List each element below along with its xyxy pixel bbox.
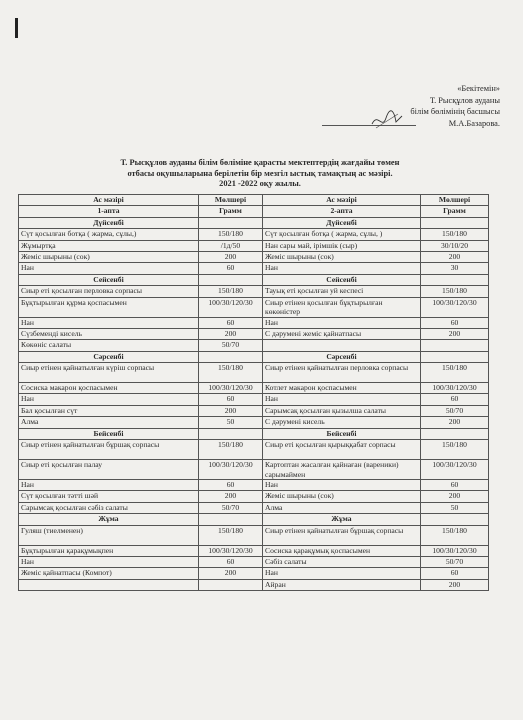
table-row bbox=[19, 251, 489, 262]
dish-right: Нан bbox=[263, 394, 421, 405]
amount-left: 200 bbox=[199, 328, 263, 339]
dish-left: Сүт қосылған ботқа ( жарма, сұлы,) bbox=[19, 229, 199, 240]
dish-right: Сүт қосылған ботқа ( жарма, сұлы, ) bbox=[263, 229, 421, 240]
amount-left: 50 bbox=[199, 417, 263, 428]
amount-left: 200 bbox=[199, 491, 263, 502]
header-amount-right: Мөлшері bbox=[421, 195, 489, 206]
amount-right: 100/30/120/30 bbox=[421, 545, 489, 556]
amount-right: 150/180 bbox=[421, 440, 489, 460]
dish-left: Жеміс қайнатпасы (Компот) bbox=[19, 568, 199, 579]
amount-left: /1д/50 bbox=[199, 240, 263, 251]
dish-left: Сиыр еті қосылған перловка сорпасы bbox=[19, 286, 199, 297]
amount-right: 60 bbox=[421, 394, 489, 405]
dish-right: Сиыр етінен қайнатылған перловка сорпасы bbox=[263, 363, 421, 383]
day-label-left: Жұма bbox=[19, 514, 199, 525]
dish-right: Нан bbox=[263, 568, 421, 579]
amount-right: 30 bbox=[421, 263, 489, 274]
title-line-2: отбасы оқушыларына берілетін бір мезгіл ыстық тамақтың ас мәзірі. bbox=[127, 168, 393, 178]
dish-left: Жеміс шырыны (сок) bbox=[19, 251, 199, 262]
table-row bbox=[19, 297, 489, 317]
amount-left: 150/180 bbox=[199, 286, 263, 297]
day-row-tuesday bbox=[19, 274, 489, 285]
header-menu-left: Ас мәзірі bbox=[19, 195, 199, 206]
dish-left: Сосиска макарон қоспасымен bbox=[19, 383, 199, 394]
table-row bbox=[19, 340, 489, 351]
header-menu-right: Ас мәзірі bbox=[263, 195, 421, 206]
table-row bbox=[19, 440, 489, 460]
dish-right: Нан bbox=[263, 263, 421, 274]
dish-left: Нан bbox=[19, 480, 199, 491]
amount-right: 60 bbox=[421, 480, 489, 491]
dish-right: Картоптан жасалған қайнаған (вареники) сарымаймен bbox=[263, 460, 421, 480]
day-amount-left-empty bbox=[199, 428, 263, 439]
amount-left: 200 bbox=[199, 405, 263, 416]
amount-left: 50/70 bbox=[199, 502, 263, 513]
dish-right: Сарымсақ қосылған қызылша салаты bbox=[263, 405, 421, 416]
approval-line-2: Т. Рысқұлов ауданы bbox=[429, 95, 500, 105]
day-row-wednesday bbox=[19, 351, 489, 362]
amount-right: 150/180 bbox=[421, 286, 489, 297]
amount-left: 200 bbox=[199, 251, 263, 262]
day-amount-right-empty bbox=[421, 351, 489, 362]
document-title bbox=[60, 158, 460, 190]
amount-left: 150/180 bbox=[199, 229, 263, 240]
dish-right: Сиыр етінен қайнатылған бұршақ сорпасы bbox=[263, 525, 421, 545]
approval-line-4: М.А.Базарова. bbox=[448, 118, 500, 128]
amount-right: 60 bbox=[421, 568, 489, 579]
dish-left: Гуляш (тиелменен) bbox=[19, 525, 199, 545]
dish-right: С дәрумені жеміс қайнатпасы bbox=[263, 328, 421, 339]
amount-right: 150/180 bbox=[421, 229, 489, 240]
header-amount-left: Мөлшері bbox=[199, 195, 263, 206]
dish-left: Сиыр еті қосылған палау bbox=[19, 460, 199, 480]
dish-right: Алма bbox=[263, 502, 421, 513]
dish-left: Сарымсақ қосылған сәбіз салаты bbox=[19, 502, 199, 513]
amount-left: 100/30/120/30 bbox=[199, 545, 263, 556]
day-label-right: Дүйсенбі bbox=[263, 217, 421, 228]
amount-right: 30/10/20 bbox=[421, 240, 489, 251]
dish-left: Нан bbox=[19, 317, 199, 328]
amount-right: 200 bbox=[421, 328, 489, 339]
amount-left: 150/180 bbox=[199, 525, 263, 545]
day-label-right: Сәрсенбі bbox=[263, 351, 421, 362]
dish-left: Бұқтырылған құрма қоспасымен bbox=[19, 297, 199, 317]
amount-right: 200 bbox=[421, 251, 489, 262]
amount-left: 200 bbox=[199, 568, 263, 579]
amount-left: 100/30/120/30 bbox=[199, 297, 263, 317]
dish-left: Нан bbox=[19, 556, 199, 567]
dish-right: Нан bbox=[263, 317, 421, 328]
table-row bbox=[19, 480, 489, 491]
scan-edge-mark bbox=[15, 18, 18, 38]
amount-right: 100/30/120/30 bbox=[421, 383, 489, 394]
day-amount-left-empty bbox=[199, 217, 263, 228]
handwritten-signature bbox=[370, 108, 404, 132]
unit-right: Грамм bbox=[421, 206, 489, 217]
dish-right: Нан bbox=[263, 480, 421, 491]
table-row bbox=[19, 394, 489, 405]
amount-left: 60 bbox=[199, 394, 263, 405]
table-row bbox=[19, 417, 489, 428]
day-label-right: Сейсенбі bbox=[263, 274, 421, 285]
dish-left: Сиыр етінен қайнатылған бұршақ сорпасы bbox=[19, 440, 199, 460]
table-row bbox=[19, 363, 489, 383]
amount-left bbox=[199, 579, 263, 590]
day-label-left: Дүйсенбі bbox=[19, 217, 199, 228]
day-amount-right-empty bbox=[421, 514, 489, 525]
amount-left: 60 bbox=[199, 556, 263, 567]
dish-left: Көкөніс салаты bbox=[19, 340, 199, 351]
header-row bbox=[19, 195, 489, 206]
amount-right: 50/70 bbox=[421, 556, 489, 567]
dish-right: Жеміс шырыны (сок) bbox=[263, 491, 421, 502]
amount-left: 50/70 bbox=[199, 340, 263, 351]
day-amount-left-empty bbox=[199, 351, 263, 362]
day-label-left: Сейсенбі bbox=[19, 274, 199, 285]
dish-right: Сиыр еті қосылған қырыққабат сорпасы bbox=[263, 440, 421, 460]
dish-right bbox=[263, 340, 421, 351]
amount-right: 200 bbox=[421, 417, 489, 428]
day-label-right: Бейсенбі bbox=[263, 428, 421, 439]
amount-right: 150/180 bbox=[421, 363, 489, 383]
table-row bbox=[19, 263, 489, 274]
approval-line-3: білім бөлімінің басшысы bbox=[410, 107, 500, 116]
table-row bbox=[19, 545, 489, 556]
amount-right bbox=[421, 340, 489, 351]
table-row bbox=[19, 405, 489, 416]
table-row bbox=[19, 383, 489, 394]
table-row bbox=[19, 460, 489, 480]
amount-left: 100/30/120/30 bbox=[199, 460, 263, 480]
dish-left: Нан bbox=[19, 394, 199, 405]
table-row bbox=[19, 286, 489, 297]
dish-right: Сосиска қарақұмық қоспасымен bbox=[263, 545, 421, 556]
table-row bbox=[19, 568, 489, 579]
dish-right: Жеміс шырыны (сок) bbox=[263, 251, 421, 262]
menu-table bbox=[18, 194, 489, 591]
amount-left: 100/30/120/30 bbox=[199, 383, 263, 394]
amount-left: 150/180 bbox=[199, 363, 263, 383]
dish-right: Айран bbox=[263, 579, 421, 590]
title-line-3: 2021 -2022 оқу жылы. bbox=[219, 179, 301, 188]
amount-right: 150/180 bbox=[421, 525, 489, 545]
dish-left: Сүзбеменді кисель bbox=[19, 328, 199, 339]
table-row bbox=[19, 502, 489, 513]
dish-left: Жұмыртқа bbox=[19, 240, 199, 251]
day-amount-left-empty bbox=[199, 514, 263, 525]
dish-left bbox=[19, 579, 199, 590]
day-amount-right-empty bbox=[421, 217, 489, 228]
unit-left: Грамм bbox=[199, 206, 263, 217]
table-row bbox=[19, 491, 489, 502]
table-row bbox=[19, 229, 489, 240]
dish-right: Сәбіз салаты bbox=[263, 556, 421, 567]
table-row bbox=[19, 328, 489, 339]
dish-left: Сиыр етінен қайнатылған күріш сорпасы bbox=[19, 363, 199, 383]
dish-left: Бұқтырылған қарақұмықпен bbox=[19, 545, 199, 556]
approval-line-1: «Бекітемін» bbox=[457, 84, 500, 93]
amount-right: 50 bbox=[421, 502, 489, 513]
table-row bbox=[19, 556, 489, 567]
table-row bbox=[19, 525, 489, 545]
day-amount-left-empty bbox=[199, 274, 263, 285]
day-amount-right-empty bbox=[421, 274, 489, 285]
day-label-right: Жұма bbox=[263, 514, 421, 525]
dish-right: Нан сары май, ірімшік (сыр) bbox=[263, 240, 421, 251]
title-line-1: Т. Рысқұлов ауданы білім бөліміне қарасты мектептердің жағдайы төмен bbox=[120, 158, 400, 167]
dish-left: Сүт қосылған тәтті шәй bbox=[19, 491, 199, 502]
day-label-left: Бейсенбі bbox=[19, 428, 199, 439]
table-row bbox=[19, 579, 489, 590]
day-amount-right-empty bbox=[421, 428, 489, 439]
amount-right: 100/30/120/30 bbox=[421, 460, 489, 480]
dish-right: Сиыр етінен қосылған бұқтырылған көкөністер bbox=[263, 297, 421, 317]
dish-left: Алма bbox=[19, 417, 199, 428]
day-row-monday bbox=[19, 217, 489, 228]
dish-left: Нан bbox=[19, 263, 199, 274]
day-row-friday bbox=[19, 514, 489, 525]
amount-right: 200 bbox=[421, 579, 489, 590]
dish-right: С дәрумені кисель bbox=[263, 417, 421, 428]
amount-right: 50/70 bbox=[421, 405, 489, 416]
amount-right: 200 bbox=[421, 491, 489, 502]
day-row-thursday bbox=[19, 428, 489, 439]
dish-left: Бал қосылған сүт bbox=[19, 405, 199, 416]
dish-right: Котлет макарон қоспасымен bbox=[263, 383, 421, 394]
week-1-label: 1-апта bbox=[19, 206, 199, 217]
amount-left: 60 bbox=[199, 480, 263, 491]
amount-left: 60 bbox=[199, 317, 263, 328]
amount-right: 100/30/120/30 bbox=[421, 297, 489, 317]
table-row bbox=[19, 240, 489, 251]
dish-right: Тауық еті қосылған уй кеспесі bbox=[263, 286, 421, 297]
amount-left: 60 bbox=[199, 263, 263, 274]
table-row bbox=[19, 317, 489, 328]
day-label-left: Сәрсенбі bbox=[19, 351, 199, 362]
subheader-row bbox=[19, 206, 489, 217]
week-2-label: 2-апта bbox=[263, 206, 421, 217]
amount-right: 60 bbox=[421, 317, 489, 328]
amount-left: 150/180 bbox=[199, 440, 263, 460]
